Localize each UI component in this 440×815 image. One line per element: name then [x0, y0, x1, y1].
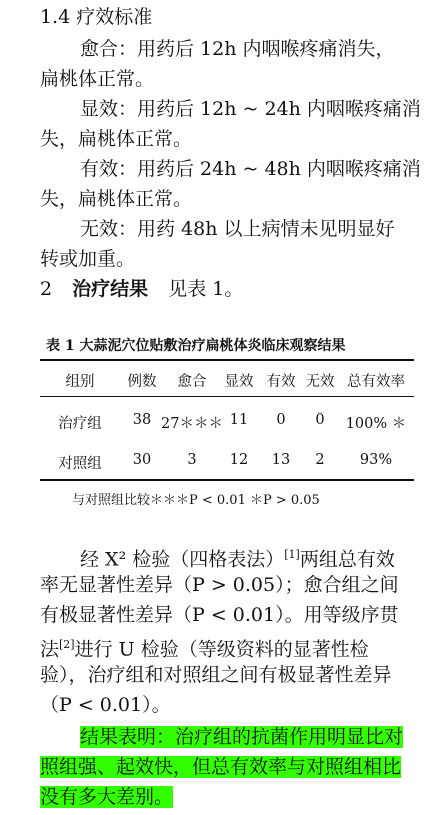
row2-ineffective: 2: [315, 452, 325, 468]
para-line2: 率无显著性差异（P > 0.05）；愈合组之间: [40, 574, 399, 596]
para-line3: 有极显著性差异（P < 0.01）。用等级序贯: [40, 604, 399, 626]
header-cell-marked: 显效: [224, 374, 254, 390]
para-line4: [40, 632, 369, 662]
conclusion-highlight-3: 没有多大差别。: [40, 786, 174, 808]
row1-count: 38: [132, 412, 152, 428]
section-2-number: 2: [40, 278, 53, 300]
row1-cured: 27＊＊＊: [161, 416, 223, 432]
row2-group: 对照组: [58, 456, 102, 472]
criteria-effective-line2: 失，扁桃体正常。: [40, 188, 193, 210]
criteria-effective-line1: 有效：用药后 24h ~ 48h 内咽喉疼痛消: [80, 158, 421, 180]
row1-effective: 0: [276, 412, 286, 428]
para-line5: 验），治疗组和对照组之间有极显著性差异: [40, 664, 392, 686]
para-line4-tail: 进行 U 检验（等级资料的显著性检: [74, 638, 369, 661]
table-header-rule: [40, 396, 414, 397]
conclusion-line3: [40, 784, 173, 810]
table-footnote: 与对照组比较＊＊＊P < 0.01 ＊P > 0.05: [72, 493, 320, 508]
header-cell-effective: 有效: [266, 374, 296, 390]
header-cell-group: 组别: [65, 374, 95, 390]
table-top-rule: [40, 359, 414, 361]
para-line1: [80, 542, 395, 572]
section-1-4-title: 1.4 疗效标准: [40, 6, 153, 28]
criteria-cured-line1: 愈合：用药后 12h 内咽喉疼痛消失，: [80, 38, 395, 60]
row2-total-rate: 93%: [359, 452, 393, 468]
section-2-title: 治疗结果: [72, 278, 149, 300]
section-2-heading: [40, 276, 243, 302]
row2-effective: 13: [271, 452, 291, 468]
para-line1-text: 经 X² 检验（四格表法）: [80, 548, 285, 571]
criteria-marked-line2: 失，扁桃体正常。: [40, 128, 193, 150]
row2-count: 30: [132, 452, 152, 468]
para-line6: （P < 0.01）。: [40, 694, 171, 716]
citation-ref-2: [2]: [59, 638, 75, 651]
criteria-ineffective-line1: 无效：用药 48h 以上病情未见明显好: [80, 218, 395, 240]
table-bottom-rule: [40, 479, 414, 481]
conclusion-highlight-2: 照组强、起效快，但总有效率与对照组相比: [40, 756, 402, 778]
criteria-marked-line1: 显效：用药后 12h ~ 24h 内咽喉疼痛消: [80, 98, 421, 120]
citation-ref-1: [1]: [284, 548, 300, 561]
header-cell-total-rate: 总有效率: [347, 374, 405, 390]
section-2-text: 见表 1。: [168, 278, 244, 300]
conclusion-line2: [40, 754, 401, 780]
row1-marked: 11: [229, 412, 249, 428]
row1-group: 治疗组: [58, 416, 102, 432]
para-line4-text: 法: [40, 638, 60, 661]
row2-marked: 12: [229, 452, 249, 468]
row2-cured: 3: [187, 452, 197, 468]
para-line1-tail: 两组总有效: [299, 548, 395, 571]
row1-ineffective: 0: [315, 412, 325, 428]
table-title: 表 1 大蒜泥穴位贴敷治疗扁桃体炎临床观察结果: [46, 338, 346, 354]
conclusion-line1: [80, 724, 403, 750]
row1-total-rate: 100% ＊: [345, 416, 407, 432]
criteria-cured-line2: 扁桃体正常。: [40, 68, 155, 90]
criteria-ineffective-line2: 转或加重。: [40, 248, 136, 270]
conclusion-highlight-1: 结果表明：治疗组的抗菌作用明显比对: [80, 726, 404, 748]
header-cell-count: 例数: [127, 374, 157, 390]
header-cell-ineffective: 无效: [305, 374, 335, 390]
header-cell-cured: 愈合: [177, 374, 207, 390]
